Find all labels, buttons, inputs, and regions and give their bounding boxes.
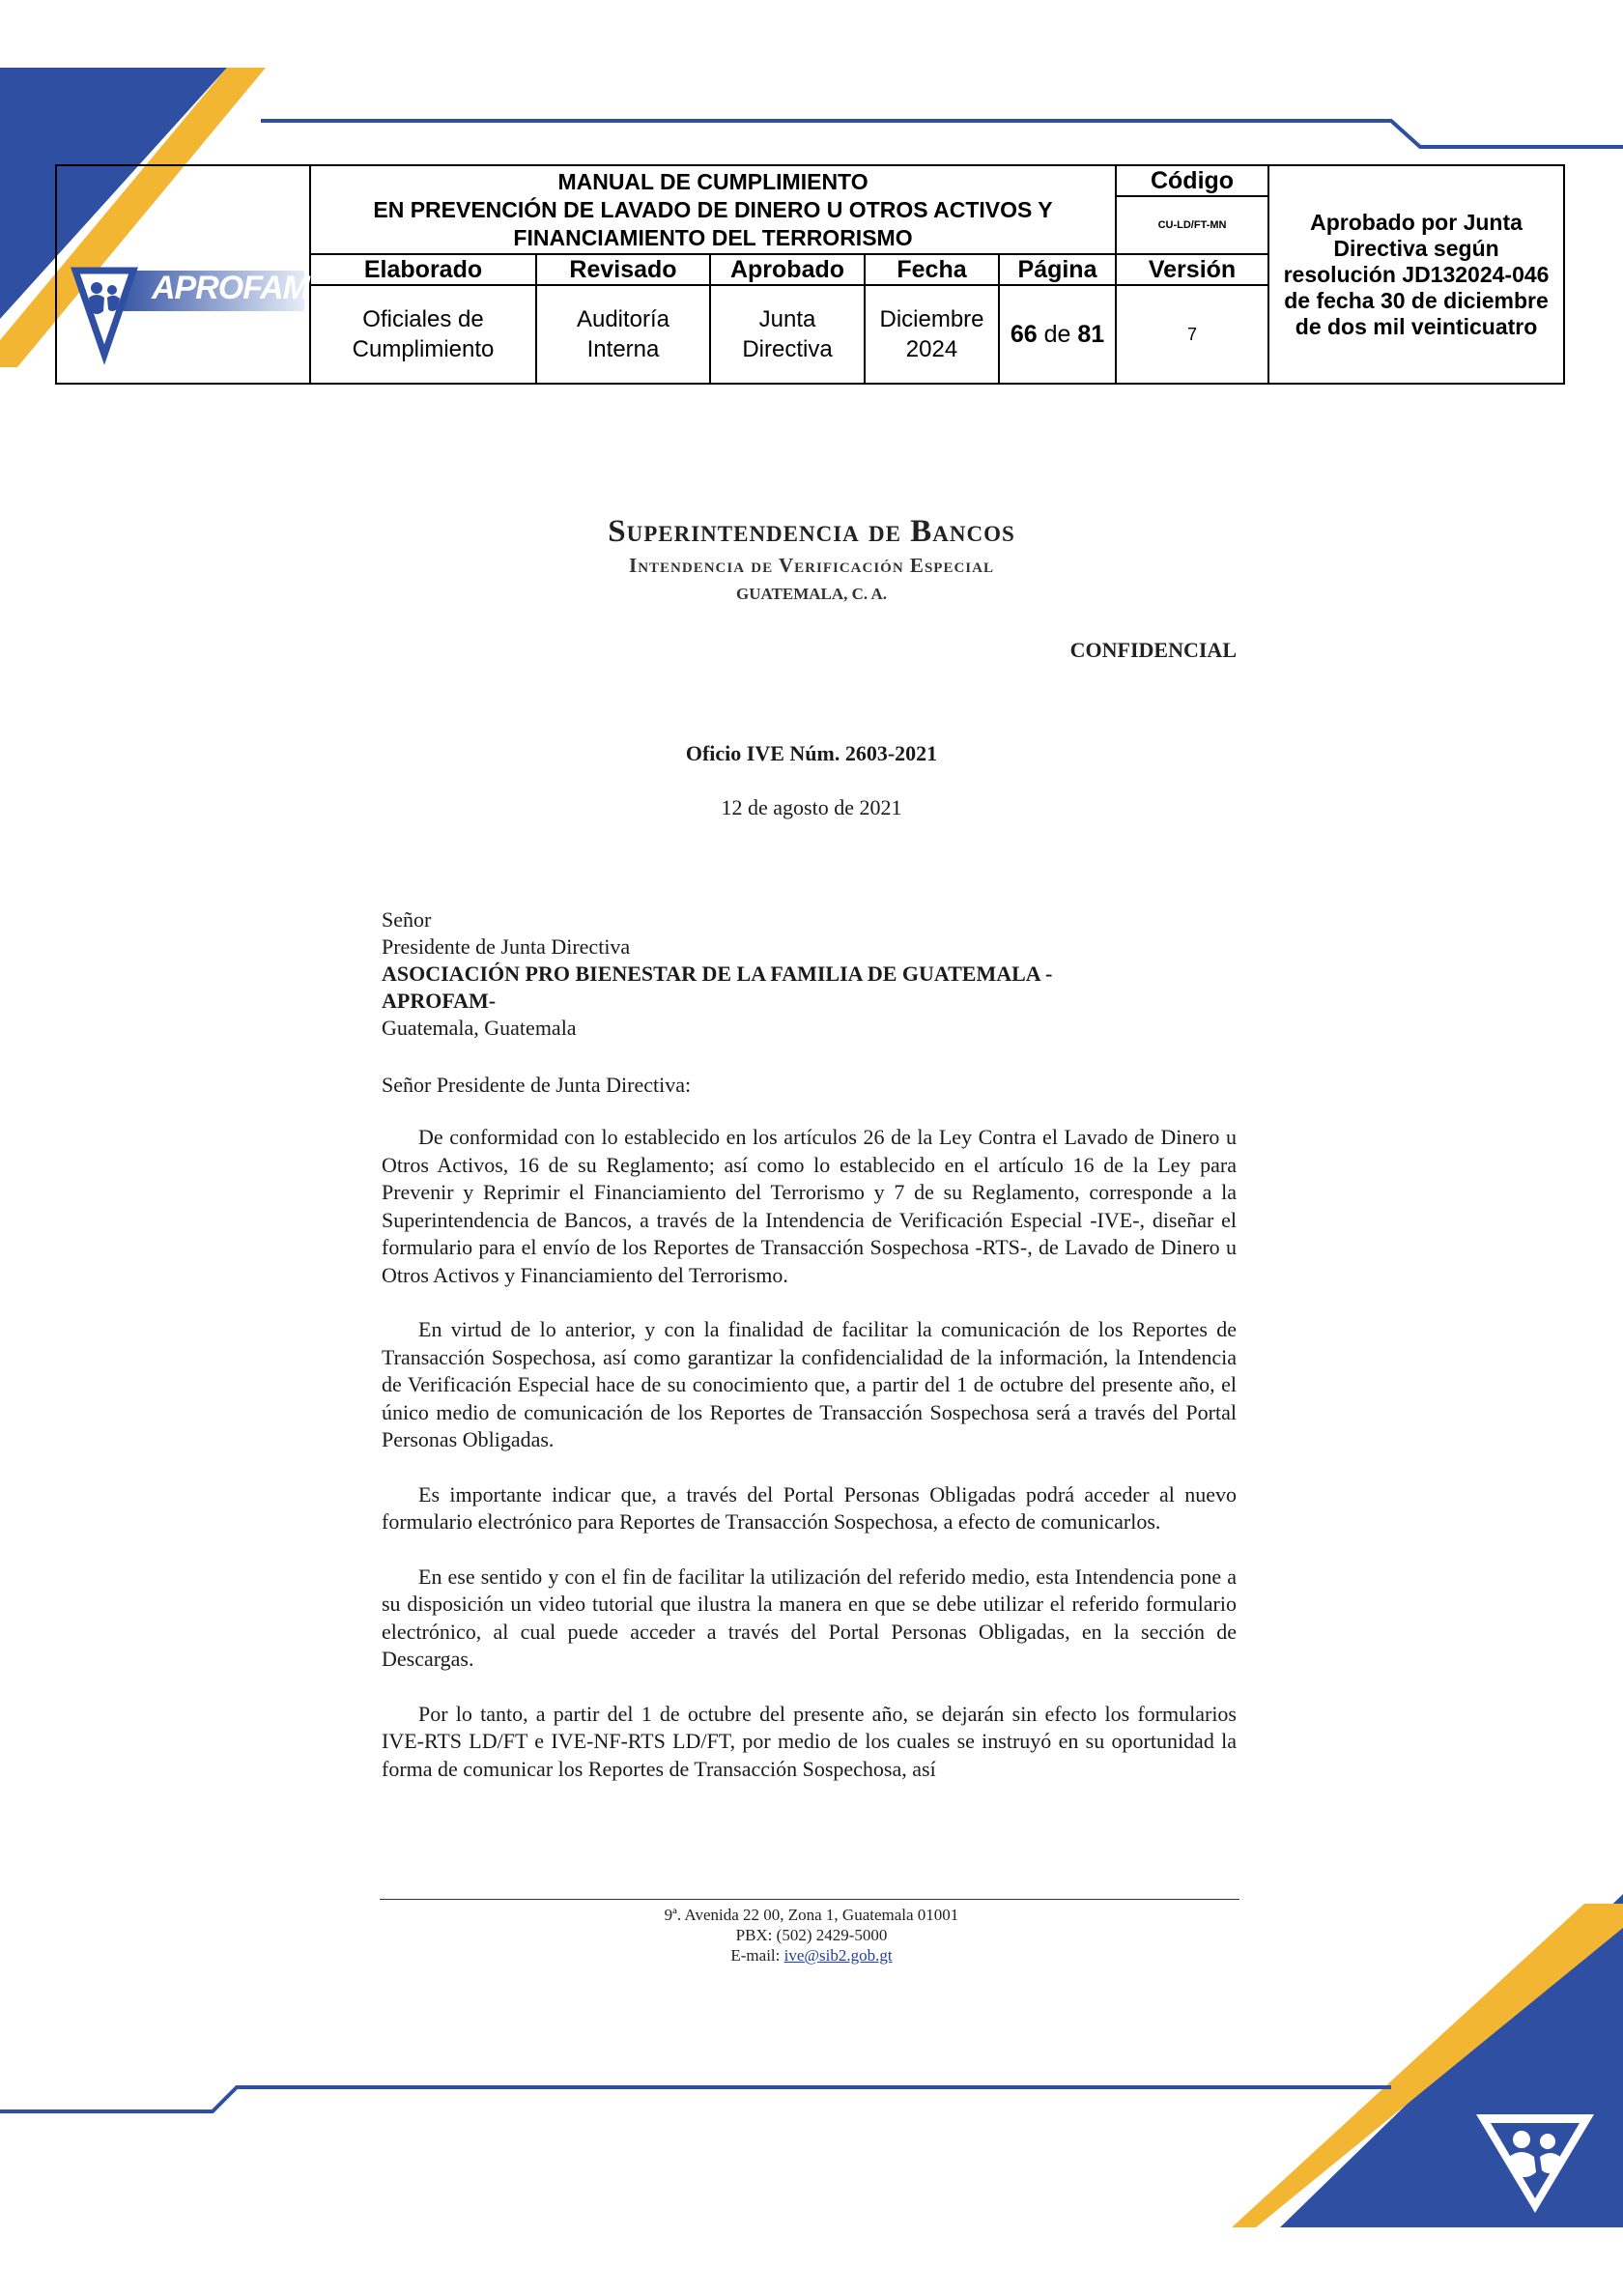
version-value: 7: [1116, 285, 1268, 384]
fecha-header: Fecha: [865, 254, 999, 285]
aprobado-value: Junta Directiva: [710, 285, 865, 384]
pagina-header: Página: [999, 254, 1116, 285]
body-paragraph: En virtud de lo anterior, y con la finalidad de facilitar la comunicación de los Reportes de Transacción Sospechosa, así como garantizar la confidencialidad de la información, la Intendencia de Verificación Especial hace de su conocimiento que, a partir del 1 de octubre del presente año, el único medio de comunicación de los Reportes de Transacción Sospechosa será a través del Portal Personas Obligadas.: [382, 1317, 1237, 1451]
letter-footer: [0, 1905, 1623, 1966]
recipient-line: Presidente de Junta Directiva: [382, 934, 631, 959]
footer-phone: PBX: (502) 2429-5000: [735, 1926, 888, 1944]
salutation: Señor Presidente de Junta Directiva:: [382, 1073, 692, 1097]
aprofam-logo: [56, 165, 310, 384]
body-paragraph: Por lo tanto, a partir del 1 de octubre del presente año, se dejarán sin efecto los formularios IVE-RTS LD/FT e IVE-NF-RTS LD/FT, por medio de los cuales se instruyó en su oportunidad la forma de comunicar los Reportes de Transacción Sospechosa, así: [382, 1701, 1237, 1781]
document-header-table: [55, 164, 1565, 385]
confidential-label: CONFIDENCIAL: [1069, 638, 1237, 662]
recipient-organization-acronym: APROFAM-: [382, 989, 497, 1013]
letterhead-subtitle: Intendencia de Verificación Especial: [629, 554, 994, 577]
fecha-value: Diciembre 2024: [865, 285, 999, 384]
letterhead-city: GUATEMALA, C. A.: [736, 585, 887, 603]
letterhead-title: Superintendencia de Bancos: [608, 514, 1015, 549]
aprofam-logo-text: APROFAM: [152, 270, 309, 306]
recipient-block: [382, 906, 1052, 1042]
revisado-value: Auditoría Interna: [536, 285, 710, 384]
footer-address: 9ª. Avenida 22 00, Zona 1, Guatemala 01001: [664, 1906, 959, 1924]
recipient-line: Señor: [382, 907, 432, 932]
letter-date: 12 de agosto de 2021: [721, 795, 902, 819]
recipient-organization: ASOCIACIÓN PRO BIENESTAR DE LA FAMILIA DE GUATEMALA -: [382, 961, 1053, 986]
oficio-number: Oficio IVE Núm. 2603-2021: [685, 741, 938, 765]
codigo-label: Código: [1116, 165, 1268, 196]
codigo-value: CU-LD/FT-MN: [1116, 196, 1268, 254]
body-paragraph: En ese sentido y con el fin de facilitar la utilización del referido medio, esta Intendencia pone a su disposición un video tutorial que ilustra la manera en que se debe utilizar el referido formulario electrónico, al cual puede acceder a través del Portal Personas Obligadas, en la sección de Descargas.: [382, 1564, 1237, 1671]
version-header: Versión: [1116, 254, 1268, 285]
page-number: 66 de 81: [999, 285, 1116, 384]
aprobado-header: Aprobado: [710, 254, 865, 285]
manual-title: MANUAL DE CUMPLIMIENTO EN PREVENCIÓN DE LAVADO DE DINERO U OTROS ACTIVOS Y FINANCIAMIENTO DEL TERRORISMO: [310, 165, 1116, 254]
elaborado-value: Oficiales de Cumplimiento: [310, 285, 536, 384]
footer-divider: [380, 1899, 1239, 1900]
footer-email-link[interactable]: ive@sib2.gob.gt: [783, 1946, 893, 1965]
letter-body: [382, 1124, 1237, 1810]
revisado-header: Revisado: [536, 254, 710, 285]
body-paragraph: Es importante indicar que, a través del Portal Personas Obligadas podrá acceder al nuevo formulario electrónico para Reportes de Transacción Sospechosa, a efecto de comunicarlos.: [382, 1481, 1237, 1534]
footer-email-line: E-mail: ive@sib2.gob.gt: [730, 1946, 893, 1965]
approval-note: Aprobado por Junta Directiva según resolución JD132024-046 de fecha 30 de diciembre de dos mil veinticuatro: [1268, 165, 1564, 384]
elaborado-header: Elaborado: [310, 254, 536, 285]
recipient-city: Guatemala, Guatemala: [382, 1016, 577, 1040]
body-paragraph: De conformidad con lo establecido en los artículos 26 de la Ley Contra el Lavado de Dinero u Otros Activos, 16 de su Reglamento; así como lo establecido en el artículo 16 de la Ley para Prevenir y Reprimir el Financiamiento del Terrorismo y 7 de su Reglamento, corresponde a la Superintendencia de Bancos, a través de la Intendencia de Verificación Especial -IVE-, diseñar el formulario para el envío de los Reportes de Transacción Sospechosa -RTS-, de Lavado de Dinero u Otros Activos y Financiamiento del Terrorismo.: [382, 1125, 1237, 1287]
